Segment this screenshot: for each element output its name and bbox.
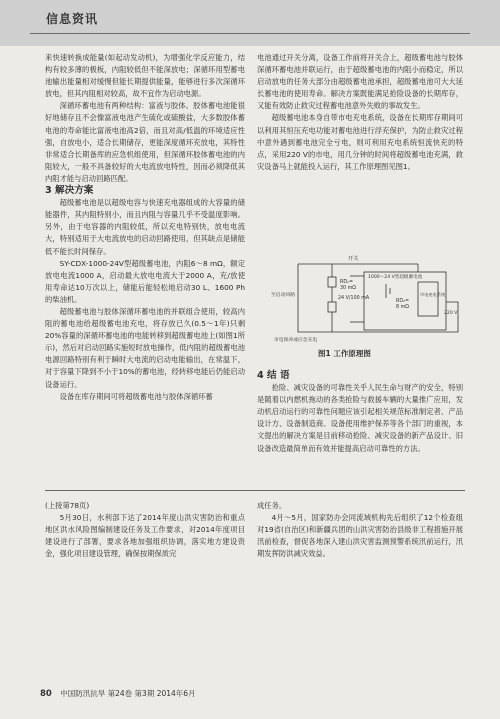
fig-label-rd2: RD₂= — [396, 299, 409, 304]
paragraph: 来快速转换成能量(如起动发动机)，为增强化学反应能力，结构有较多薄的极板，内阻较低但不能深放电；深循环用型蓄电池输出能量相对缓慢但能长期提供能量，能够进行多次深循环放电，但其内阻相对较高，故不宜作为启动电源。 — [45, 53, 245, 99]
fig-label-r8: 8 mΩ — [396, 305, 409, 310]
paragraph: 设备在库存期间可将超级蓄电池与胶体深循环蓄 — [59, 391, 213, 401]
paragraph: 电池通过开关分离，设备工作前将开关合上，超级蓄电池与胶体深循环蓄电池并联运行，由于超级蓄电池的内阻小而稳定，所以启动放电的任务大部分由超级蓄电池承担，超级蓄电池可大大延长蓄电池的使用寿命。解决方案既能满足抢险设备的长期库存，又能有效防止救灾过程蓄电池意外失败的事故发生。 — [257, 53, 463, 111]
section-title: 信息资讯 — [46, 12, 99, 26]
paragraph: 超级蓄电池是以超级电容与快速充电器组成的大容量的储能器件，其内阻特别小，而且内阻与容量几乎不受温度影响。另外，由于电容器的内阻较低，所以充电特别快，放电电流大，特别适用于大电流放电的启动回路使用，但其缺点是储能低不能长时间保存。 — [45, 198, 245, 256]
fig-label-bottom: 市电保养或应急充电 — [274, 338, 318, 343]
bottom-left-column — [45, 500, 245, 560]
page-header — [0, 0, 500, 46]
section-divider — [45, 490, 465, 491]
right-column-bottom — [257, 370, 463, 455]
page-number: 80 — [40, 689, 52, 699]
paragraph: 超级蓄电池与胶体深循环蓄电池的并联组合使用，较高内阻的蓄电池给超级蓄电池充电，将存放已久(0.5～1年)只剩20%容量的深循环蓄电池的电能转移到超级蓄电池上(如图1所示)，然后对启动回路实施短时放电操作，低内阻的超级蓄电池电源回路特别有利于瞬时大电流的启动电能输出，在常温下，对于容量下降到不小于10%的蓄电池，经转移电能后仍能启动设备运行。 — [45, 306, 245, 389]
page-footer — [40, 688, 196, 699]
right-column-top — [257, 52, 463, 173]
fig-label-rd1: RD₁= — [340, 280, 353, 285]
section-heading: 4 结 语 — [257, 370, 290, 381]
fig-label-starter: 至启动回路 — [271, 293, 295, 298]
figure-caption: 图1 工作原理图 — [318, 349, 371, 358]
fig-label-module: 市电充电系统 — [420, 292, 446, 297]
paragraph: SY-CDX-1000-24V型超级蓄电池，内阻6～8 mΩ，额定放电电流1000 A，启动最大放电电流大于2000 A，充/放使用寿命达10万次以上，储能后能轻松地启动30 L、1600 Ph的柴油机。 — [45, 258, 245, 304]
journal-info: 中国防汛抗旱 第24卷 第3期 2014年6月 — [60, 689, 196, 698]
fig-label-ac: 220 V — [444, 311, 458, 316]
bottom-right-column — [257, 500, 463, 560]
paragraph: 深循环蓄电池有两种结构：富液与胶体。胶体蓄电池能很好地储存且不会像富液电池产生硫化或硫酸盐，大多数胶体蓄电池的寿命能比富液电池高2倍，而且对高/低温的环境适应性强，自放电小，适合长期储存，更能深度循环充放电，其特性非常适合长期备库的应急机组使用，但深循环胶体蓄电池的内阻较大，一般不具备较好的大电流放电特性，因而必须降低其内阻才能与启动回路匹配。 — [45, 101, 245, 183]
fig-label-battery: 24 V/100 mA — [338, 296, 370, 301]
fig-label-switch: 开关 — [348, 256, 359, 262]
paragraph: 超级蓄电池本身自带市电充电系统，设备在长期库存期间可以利用其恒压充电功能对蓄电池进行浮充保护，为防止救灾过程中意外遇到蓄电池完全亏电，则可利用充电系统恒流快充的特点，采用220 V的市电，用几分钟的时间将超级蓄电池充满，救灾设备马上就能投入运行，其工作原理图见图1。 — [257, 113, 463, 171]
section-heading: 3 解决方案 — [45, 185, 94, 197]
paragraph: 成任务。 — [257, 501, 287, 510]
paragraph: 抢险、减灾设备的可靠性关乎人民生命与财产的安全，特别是随着以内燃机拖动的各类抢险与救援车辆的大量推广应用，发动机启动运行的可靠性问题应该引起相关规范标准制定者、产品设计方、设备制造商、设备使用维护保养等各个部门的重视，本文提出的解决方案是目前移动抢险、减灾设备的新产品设计、旧设备改造最简单而有效并能提高启动可靠性的方法。 — [257, 383, 463, 453]
fig-label-r30: 30 mΩ — [340, 286, 356, 291]
circuit-diagram — [268, 252, 468, 344]
fig-label-supercap: 1000～24 V型超级蓄电池 — [368, 275, 423, 280]
left-column — [45, 52, 245, 403]
paragraph: 5月30日，水利部下达了2014年度山洪灾害防治和重点地区洪水风险图编制建设任务及工作要求，对2014年度项目建设进行了部署，要求各地加强组织协调，落实地方建设资金，强化项目建设管理，确保按期保质完 — [45, 513, 245, 559]
continued-note: (上接第78页) — [45, 501, 90, 510]
paragraph: 4月～5月，国家防办会同流域机构先后组织了12个检查组对19省(自治区)和新疆兵团的山洪灾害防治县级非工程措施开展汛前检查，督促各地深入建山洪灾害监测预警系统汛前运行，汛期发挥防洪减灾效益。 — [257, 513, 463, 559]
header-rule — [30, 33, 470, 34]
